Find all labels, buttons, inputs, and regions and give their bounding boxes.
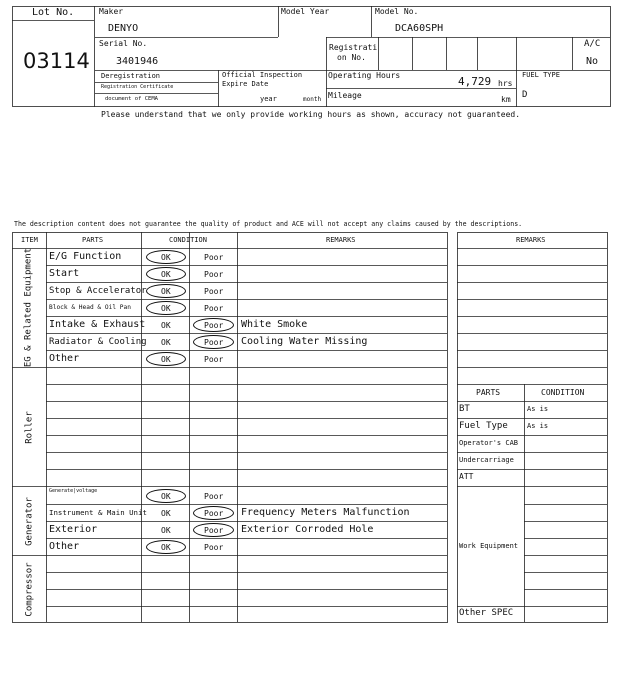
- ok-option: OK: [161, 509, 171, 518]
- ok-option: OK: [161, 338, 171, 347]
- poor-option: Poor: [204, 492, 224, 501]
- fuel-type-value: D: [522, 90, 528, 100]
- ok-option: OK: [161, 304, 171, 313]
- registration-label-1: Registrati: [329, 43, 378, 52]
- generator-part: Exterior: [49, 524, 98, 535]
- right-part: BT: [459, 404, 470, 414]
- right-parts-header: PARTS: [476, 388, 501, 397]
- ok-option: OK: [161, 526, 171, 535]
- header-remarks: REMARKS: [326, 236, 356, 244]
- work-equipment-label: Work Equipment: [459, 542, 519, 550]
- section-compressor: Compressor: [24, 562, 35, 617]
- right-part: ATT: [459, 472, 474, 481]
- header-right-remarks: REMARKS: [516, 236, 546, 244]
- ok-option: OK: [161, 543, 171, 552]
- month-label: month: [303, 96, 322, 103]
- eg-part: Intake & Exhaust: [49, 319, 146, 330]
- section-roller: Roller: [24, 411, 35, 444]
- ok-option: OK: [161, 270, 171, 279]
- operating-hours-value: 4,729: [458, 75, 492, 88]
- generator-part: Generate|voltage: [49, 488, 98, 494]
- right-condition: As is: [527, 422, 549, 430]
- section-generator: Generator: [24, 497, 35, 546]
- poor-option: Poor: [204, 543, 224, 552]
- ok-option: OK: [161, 287, 171, 296]
- poor-option: Poor: [204, 270, 224, 279]
- eg-part: Start: [49, 268, 80, 279]
- poor-option: Poor: [204, 253, 224, 262]
- header-parts: PARTS: [82, 236, 104, 244]
- right-part: Undercarriage: [459, 456, 514, 464]
- ok-option: OK: [161, 492, 171, 501]
- hours-unit: hrs: [498, 79, 513, 88]
- poor-option: Poor: [204, 355, 224, 364]
- inspection-label-2: Expire Date: [222, 80, 269, 88]
- other-spec-label: Other SPEC: [459, 608, 514, 618]
- maker-label: Maker: [99, 7, 124, 16]
- model-year-label: Model Year: [281, 7, 330, 16]
- mileage-label: Mileage: [328, 91, 362, 100]
- poor-option: Poor: [204, 338, 224, 347]
- ok-option: OK: [161, 355, 171, 364]
- poor-option: Poor: [204, 509, 224, 518]
- generator-part: Other: [49, 541, 80, 552]
- year-label: year: [260, 95, 277, 103]
- eg-remark: Cooling Water Missing: [241, 336, 368, 347]
- section-eg-related-equipment: EG & Related Equipment: [23, 247, 34, 368]
- eg-part: E/G Function: [49, 251, 122, 262]
- poor-option: Poor: [204, 321, 224, 330]
- disclaimer: The description content does not guarantee the quality of product and ACE will not accept any claims caused by the descriptions.: [14, 220, 523, 228]
- eg-part: Block & Head & Oil Pan: [49, 304, 131, 311]
- eg-part: Other: [49, 353, 80, 364]
- model-no-value: DCA60SPH: [395, 23, 444, 34]
- cema-document-label: document of CEMA: [105, 96, 158, 102]
- ac-label: A/C: [584, 39, 601, 49]
- working-hours-note: Please understand that we only provide working hours as shown, accuracy not guaranteed.: [101, 110, 521, 119]
- inspection-label-1: Official Inspection: [222, 71, 303, 79]
- right-part: Operator's CAB: [459, 439, 519, 447]
- generator-remark: Exterior Corroded Hole: [241, 524, 374, 535]
- generator-part: Instrument & Main Unit: [49, 508, 147, 517]
- km-unit: km: [501, 95, 511, 104]
- registration-label-2: on No.: [337, 53, 366, 62]
- poor-option: Poor: [204, 304, 224, 313]
- header-condition: CONDITION: [169, 236, 207, 244]
- right-part: Fuel Type: [459, 421, 508, 431]
- right-condition-header: CONDITION: [541, 388, 585, 397]
- right-condition: As is: [527, 405, 549, 413]
- ac-value: No: [586, 56, 599, 67]
- poor-option: Poor: [204, 526, 224, 535]
- serial-label: Serial No.: [99, 39, 148, 48]
- eg-part: Stop & Accelerator: [49, 286, 147, 296]
- ok-option: OK: [161, 321, 171, 330]
- maker-value: DENYO: [108, 23, 139, 34]
- deregistration-label: Deregistration: [101, 72, 161, 80]
- generator-remark: Frequency Meters Malfunction: [241, 507, 410, 518]
- eg-remark: White Smoke: [241, 319, 308, 330]
- lot-number: 03114: [23, 49, 90, 73]
- model-no-label: Model No.: [375, 7, 419, 16]
- lot-label: Lot No.: [32, 7, 75, 18]
- eg-part: Radiator & Cooling: [49, 337, 147, 347]
- fuel-type-label: FUEL TYPE: [522, 71, 560, 79]
- poor-option: Poor: [204, 287, 224, 296]
- operating-hours-label: Operating Hours: [328, 71, 401, 80]
- serial-value: 3401946: [116, 56, 159, 67]
- registration-certificate-label: Registration Certificate: [101, 84, 174, 90]
- header-item: ITEM: [21, 236, 38, 244]
- ok-option: OK: [161, 253, 171, 262]
